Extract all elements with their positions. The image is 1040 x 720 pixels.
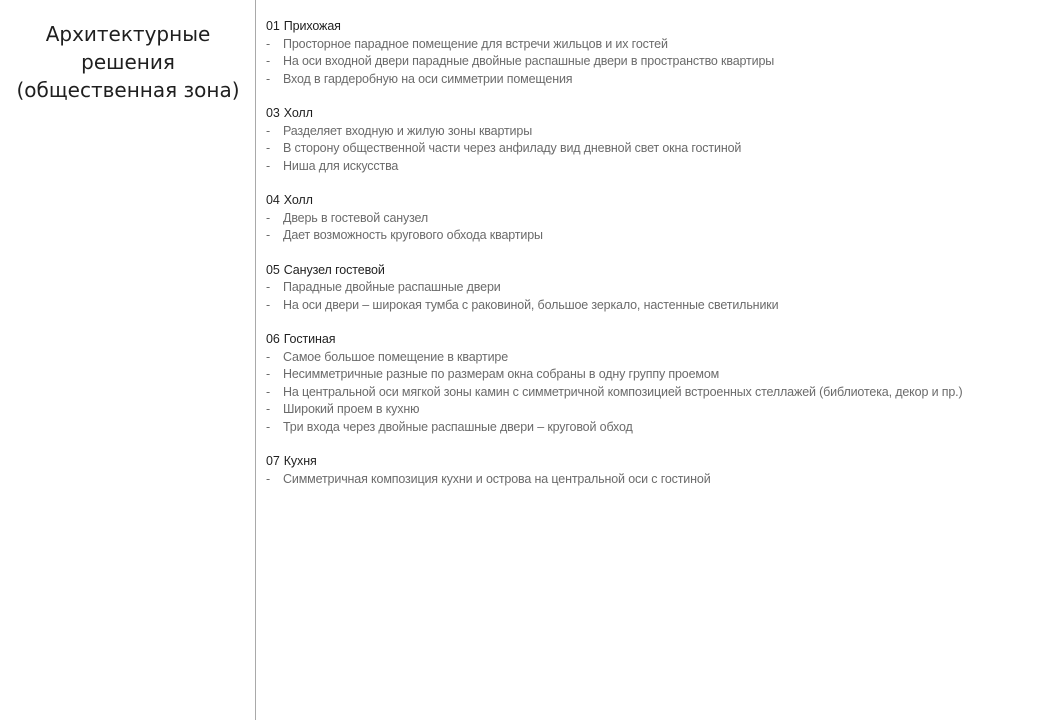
section-sanuzel — [266, 262, 1026, 315]
slide-title — [8, 20, 248, 104]
list-item: - Вход в гардеробную на оси симметрии помещения — [266, 71, 1026, 89]
section-title — [266, 331, 1026, 349]
slide-title-line: (общественная зона) — [16, 78, 240, 102]
list-item: - Парадные двойные распашные двери — [266, 279, 1026, 297]
section-number: 01 — [266, 19, 280, 33]
section-kukhnya — [266, 453, 1026, 488]
list-item: - На оси входной двери парадные двойные распашные двери в пространство квартиры — [266, 53, 1026, 71]
section-title — [266, 262, 1026, 280]
list-item: - Дает возможность кругового обхода квартиры — [266, 227, 1026, 245]
list-item: - Несимметричные разные по размерам окна собраны в одну группу проемом — [266, 366, 1026, 384]
section-name: Холл — [283, 193, 313, 207]
list-item: - Ниша для искусства — [266, 158, 1026, 176]
list-item: - Три входа через двойные распашные двери – круговой обход — [266, 419, 1026, 437]
slide-title-line: Архитектурные — [45, 22, 211, 46]
list-item: - Симметричная композиция кухни и острова на центральной оси с гостиной — [266, 471, 1026, 489]
section-name: Прихожая — [283, 19, 341, 33]
list-item: - На центральной оси мягкой зоны камин с симметричной композицией встроенных стеллажей (библиотека, декор и пр.) — [266, 384, 1026, 402]
section-number: 03 — [266, 106, 280, 120]
vertical-divider — [255, 0, 256, 720]
section-name: Гостиная — [283, 332, 336, 346]
section-prikhozhaya — [266, 18, 1026, 88]
section-name: Санузел гостевой — [283, 262, 385, 277]
section-number: 05 — [266, 262, 280, 277]
section-title — [266, 453, 1026, 471]
section-gostinaya — [266, 331, 1026, 436]
list-item: - Просторное парадное помещение для встречи жильцов и их гостей — [266, 36, 1026, 54]
section-holl-03 — [266, 105, 1026, 175]
list-item: - Дверь в гостевой санузел — [266, 210, 1026, 228]
content-column — [266, 18, 1026, 505]
section-holl-04 — [266, 192, 1026, 245]
slide-title-line: решения — [81, 50, 175, 74]
list-item: - В сторону общественной части через анфиладу вид дневной свет окна гостиной — [266, 140, 1026, 158]
section-title — [266, 192, 1026, 210]
section-name: Холл — [283, 106, 313, 120]
section-number: 06 — [266, 332, 280, 346]
section-name: Кухня — [283, 454, 317, 468]
section-title — [266, 105, 1026, 123]
list-item: - Самое большое помещение в квартире — [266, 349, 1026, 367]
section-title — [266, 18, 1026, 36]
section-number: 04 — [266, 193, 280, 207]
list-item: - Широкий проем в кухню — [266, 401, 1026, 419]
section-number: 07 — [266, 454, 280, 468]
list-item: - Разделяет входную и жилую зоны квартиры — [266, 123, 1026, 141]
list-item: - На оси двери – широкая тумба с раковиной, большое зеркало, настенные светильники — [266, 297, 1026, 315]
